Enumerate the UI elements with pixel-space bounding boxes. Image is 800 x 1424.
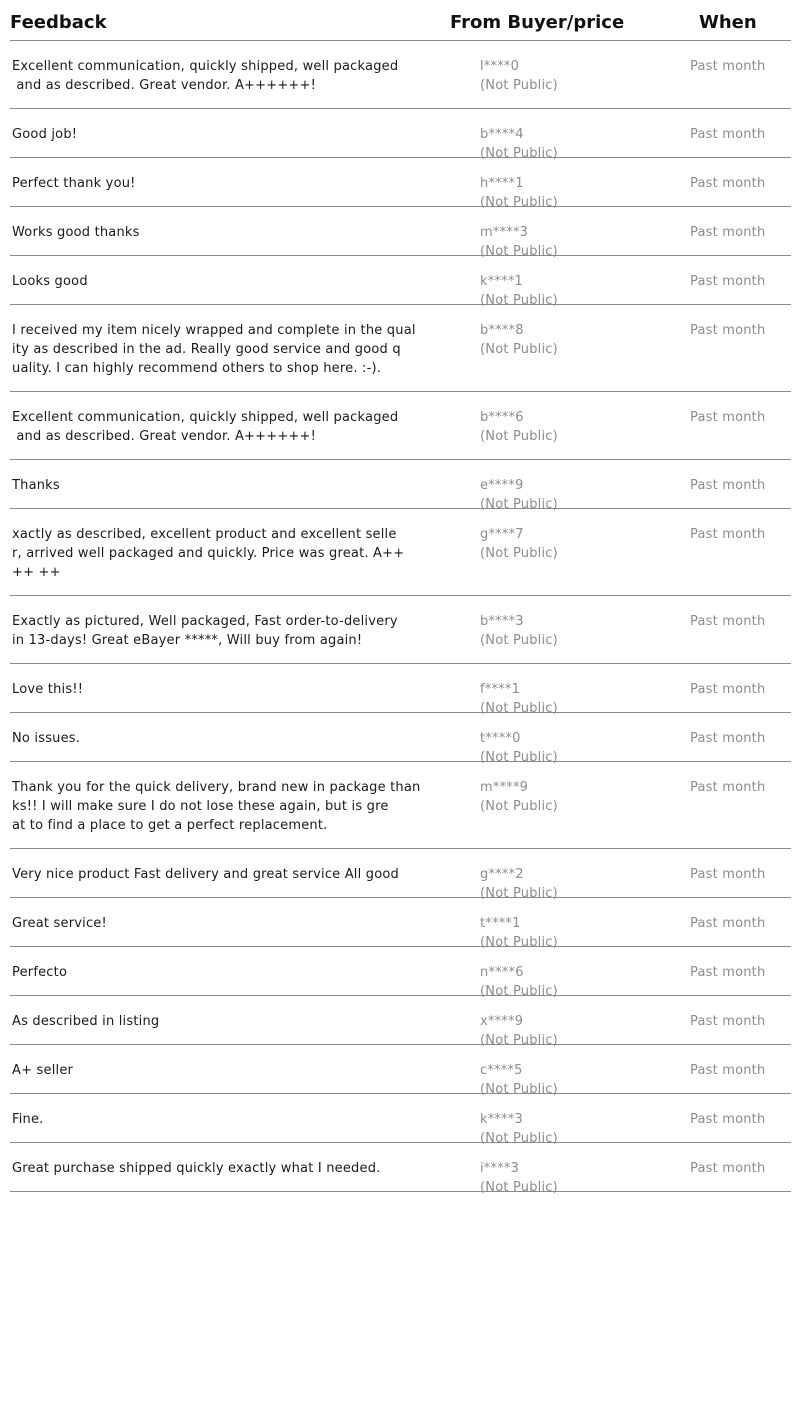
from-buyer-column-header: From Buyer/price — [450, 12, 625, 33]
buyer-id: g****7 — [480, 527, 524, 542]
feedback-text-line: ity as described in the ad. Really good service and good q — [12, 342, 401, 357]
when-cell: Past month — [690, 916, 766, 931]
buyer-cell — [480, 1159, 558, 1197]
feedback-text-line: xactly as described, excellent product and excellent selle — [12, 527, 397, 542]
table-row — [10, 596, 791, 664]
price-visibility: (Not Public) — [480, 244, 558, 259]
feedback-text — [12, 223, 452, 242]
when-cell: Past month — [690, 965, 766, 980]
price-visibility: (Not Public) — [480, 984, 558, 999]
buyer-id: t****1 — [480, 916, 521, 931]
table-header — [10, 0, 791, 41]
when-cell: Past month — [690, 176, 766, 191]
feedback-text-line: and as described. Great vendor. A++++++! — [12, 429, 317, 444]
feedback-text-line: Exactly as pictured, Well packaged, Fast order-to-delivery — [12, 614, 398, 629]
price-visibility: (Not Public) — [480, 195, 558, 210]
table-row — [10, 460, 791, 512]
feedback-text — [12, 914, 452, 933]
when-cell: Past month — [690, 59, 766, 74]
table-row — [10, 158, 791, 210]
feedback-text — [12, 174, 452, 193]
feedback-text-line: Excellent communication, quickly shipped, well packaged — [12, 59, 399, 74]
table-row — [10, 207, 791, 259]
table-row — [10, 109, 791, 161]
table-row — [10, 664, 791, 716]
feedback-text — [12, 963, 452, 982]
buyer-id: h****1 — [480, 176, 524, 191]
feedback-text-line: ++ ++ — [12, 565, 61, 580]
buyer-id: b****3 — [480, 614, 524, 629]
price-visibility: (Not Public) — [480, 546, 558, 561]
feedback-text — [12, 525, 452, 582]
when-cell: Past month — [690, 867, 766, 882]
table-row — [10, 898, 791, 950]
feedback-text-line: in 13-days! Great eBayer *****, Will buy from again! — [12, 633, 363, 648]
feedback-text-line: I received my item nicely wrapped and complete in the qual — [12, 323, 416, 338]
when-cell: Past month — [690, 1014, 766, 1029]
table-row — [10, 1094, 791, 1146]
feedback-text — [12, 729, 452, 748]
feedback-text-line: Good job! — [12, 127, 78, 142]
feedback-text-line: Thank you for the quick delivery, brand new in package than — [12, 780, 421, 795]
price-visibility: (Not Public) — [480, 701, 558, 716]
buyer-id: l****0 — [480, 59, 520, 74]
price-visibility: (Not Public) — [480, 78, 558, 93]
when-cell: Past month — [690, 323, 766, 338]
feedback-text — [12, 1061, 452, 1080]
feedback-text-line: Great service! — [12, 916, 107, 931]
when-cell: Past month — [690, 410, 766, 425]
table-row — [10, 996, 791, 1048]
feedback-text — [12, 476, 452, 495]
when-cell: Past month — [690, 1063, 766, 1078]
table-row — [10, 256, 791, 308]
price-visibility: (Not Public) — [480, 1082, 558, 1097]
buyer-cell — [480, 778, 558, 816]
buyer-id: e****9 — [480, 478, 524, 493]
when-cell: Past month — [690, 127, 766, 142]
feedback-text-line: Very nice product Fast delivery and great service All good — [12, 867, 399, 882]
feedback-text — [12, 408, 452, 446]
table-row — [10, 509, 791, 596]
price-visibility: (Not Public) — [480, 935, 558, 950]
feedback-text — [12, 680, 452, 699]
feedback-text — [12, 778, 452, 835]
when-cell: Past month — [690, 527, 766, 542]
price-visibility: (Not Public) — [480, 1180, 558, 1195]
feedback-text-line: Love this!! — [12, 682, 84, 697]
feedback-text-line: at to find a place to get a perfect replacement. — [12, 818, 328, 833]
when-cell: Past month — [690, 225, 766, 240]
table-row — [10, 849, 791, 901]
buyer-id: b****4 — [480, 127, 524, 142]
table-row — [10, 305, 791, 392]
table-row — [10, 713, 791, 765]
buyer-id: n****6 — [480, 965, 524, 980]
table-row — [10, 392, 791, 460]
feedback-text-line: Works good thanks — [12, 225, 140, 240]
buyer-cell — [480, 612, 558, 650]
feedback-text — [12, 272, 452, 291]
feedback-text — [12, 1012, 452, 1031]
buyer-id: k****1 — [480, 274, 523, 289]
buyer-id: i****3 — [480, 1161, 520, 1176]
feedback-text — [12, 1110, 452, 1129]
feedback-text-line: No issues. — [12, 731, 81, 746]
price-visibility: (Not Public) — [480, 799, 558, 814]
table-row — [10, 1045, 791, 1097]
when-column-header: When — [699, 12, 757, 33]
when-cell: Past month — [690, 478, 766, 493]
buyer-id: m****3 — [480, 225, 529, 240]
price-visibility: (Not Public) — [480, 429, 558, 444]
buyer-cell — [480, 408, 558, 446]
feedback-text-line: A+ seller — [12, 1063, 74, 1078]
table-row — [10, 41, 791, 109]
feedback-text-line: Perfect thank you! — [12, 176, 136, 191]
price-visibility: (Not Public) — [480, 293, 558, 308]
table-row — [10, 947, 791, 999]
buyer-cell — [480, 321, 558, 359]
feedback-text-line: Thanks — [12, 478, 60, 493]
feedback-text-line: Looks good — [12, 274, 88, 289]
when-cell: Past month — [690, 682, 766, 697]
feedback-text-line: Fine. — [12, 1112, 44, 1127]
feedback-text — [12, 57, 452, 95]
buyer-cell — [480, 525, 558, 563]
table-row — [10, 762, 791, 849]
feedback-text-line: Perfecto — [12, 965, 68, 980]
price-visibility: (Not Public) — [480, 146, 558, 161]
price-visibility: (Not Public) — [480, 633, 558, 648]
buyer-id: f****1 — [480, 682, 521, 697]
when-cell: Past month — [690, 1161, 766, 1176]
buyer-id: m****9 — [480, 780, 529, 795]
feedback-text — [12, 125, 452, 144]
feedback-text-line: r, arrived well packaged and quickly. Price was great. A++ — [12, 546, 405, 561]
feedback-column-header: Feedback — [10, 12, 107, 33]
when-cell: Past month — [690, 274, 766, 289]
table-row — [10, 1143, 791, 1195]
buyer-id: x****9 — [480, 1014, 524, 1029]
price-visibility: (Not Public) — [480, 750, 558, 765]
price-visibility: (Not Public) — [480, 1033, 558, 1048]
feedback-text-line: ks!! I will make sure I do not lose these again, but is gre — [12, 799, 389, 814]
price-visibility: (Not Public) — [480, 886, 558, 901]
feedback-table — [10, 0, 791, 1195]
buyer-id: b****8 — [480, 323, 524, 338]
feedback-text — [12, 865, 452, 884]
price-visibility: (Not Public) — [480, 1131, 558, 1146]
feedback-text-line: As described in listing — [12, 1014, 160, 1029]
when-cell: Past month — [690, 614, 766, 629]
buyer-id: t****0 — [480, 731, 521, 746]
feedback-text-line: Excellent communication, quickly shipped, well packaged — [12, 410, 399, 425]
when-cell: Past month — [690, 1112, 766, 1127]
feedback-text-line: uality. I can highly recommend others to shop here. :-). — [12, 361, 382, 376]
price-visibility: (Not Public) — [480, 497, 558, 512]
buyer-id: g****2 — [480, 867, 524, 882]
buyer-id: c****5 — [480, 1063, 523, 1078]
feedback-text-line: Great purchase shipped quickly exactly what I needed. — [12, 1161, 381, 1176]
feedback-rows — [10, 41, 791, 1195]
feedback-text — [12, 612, 452, 650]
when-cell: Past month — [690, 731, 766, 746]
buyer-id: b****6 — [480, 410, 524, 425]
buyer-id: k****3 — [480, 1112, 523, 1127]
feedback-text — [12, 321, 452, 378]
buyer-cell — [480, 57, 558, 95]
feedback-text-line: and as described. Great vendor. A++++++! — [12, 78, 317, 93]
when-cell: Past month — [690, 780, 766, 795]
feedback-text — [12, 1159, 452, 1178]
price-visibility: (Not Public) — [480, 342, 558, 357]
